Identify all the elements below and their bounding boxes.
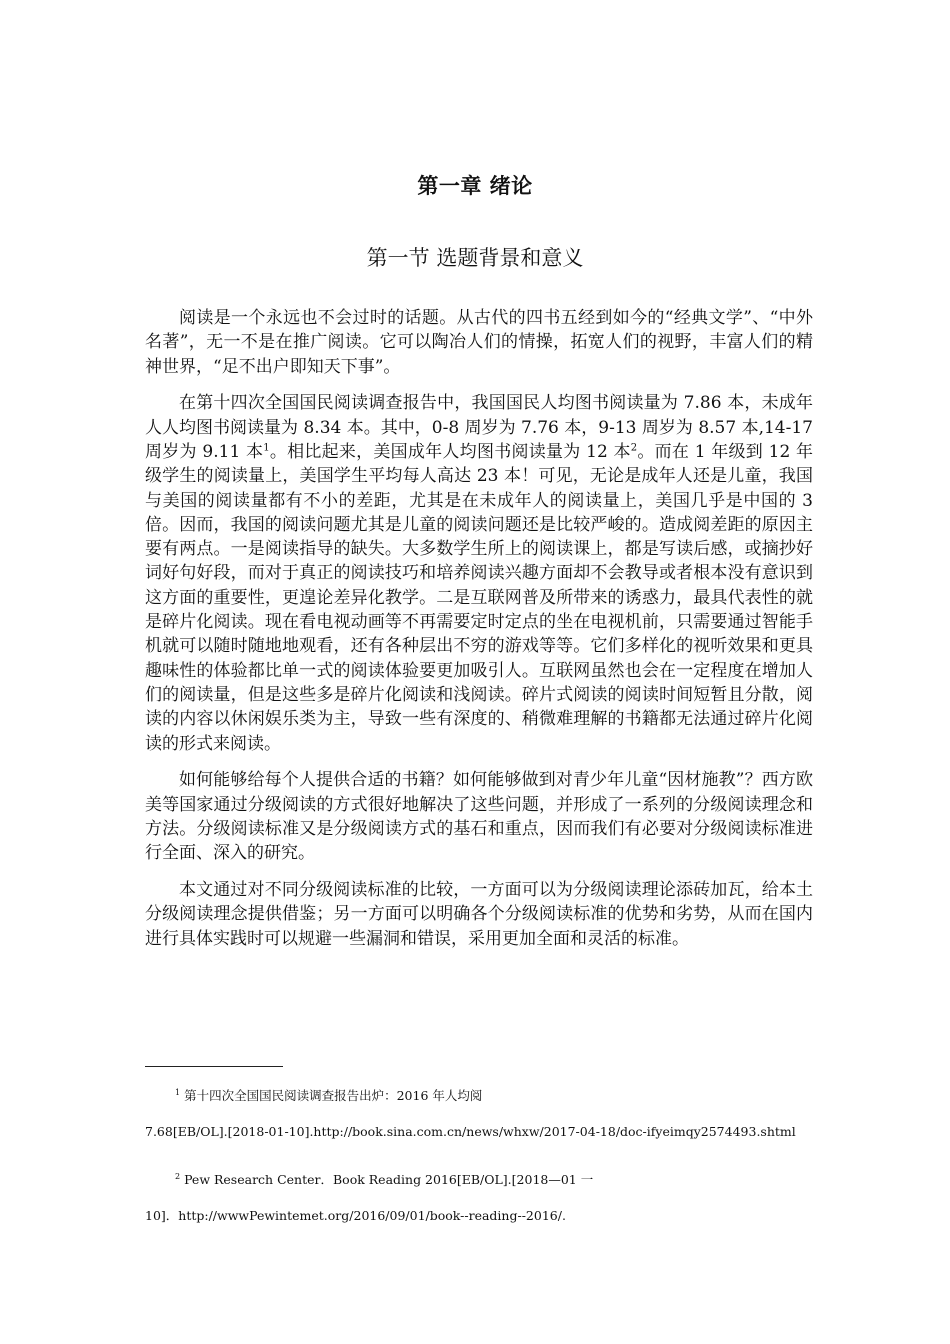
footnote-2-text: Pew Research Center．Book Reading 2016[EB/OL].[2018—01 一 (184, 1172, 594, 1187)
footnote-1-text: 第十四次全国国民阅读调查报告出炉：2016 年人均阅 (184, 1088, 483, 1103)
footnote-2-mark: 2 (175, 1171, 181, 1181)
footnote-ref-2[interactable]: 2 (630, 442, 638, 454)
section-title: 第一节 选题背景和意义 (366, 246, 584, 270)
footnote-1-line-2[interactable]: 7.68[EB/OL].[2018-01-10].http://book.sina.com.cn/news/whxw/2017-04-18/doc-ifyeimqy2574493.shtml (145, 1124, 796, 1139)
paragraph-2 (145, 391, 813, 755)
footnote-2-line-1 (145, 1172, 855, 1188)
footnote-separator (145, 1066, 283, 1067)
paragraph-2-part-b: 。相比起来，美国成年人均图书阅读量为 12 本 (269, 441, 631, 462)
paragraph-4: 本文通过对不同分级阅读标准的比较，一方面可以为分级阅读理论添砖加瓦，给本土分级阅读理念提供借鉴；另一方面可以明确各个分级阅读标准的优势和劣势，从而在国内进行具体实践时可以规避一些漏洞和错误，采用更加全面和灵活的标准。 (145, 880, 813, 949)
paragraph-3: 如何能够给每个人提供合适的书籍？如何能够做到对青少年儿童“因材施教”？西方欧美等国家通过分级阅读的方式很好地解决了这些问题，并形成了一系列的分级阅读理念和方法。分级阅读标准又是分级阅读方式的基石和重点，因而我们有必要对分级阅读标准进行全面、深入的研究。 (145, 770, 813, 864)
footnote-1-line-1 (145, 1088, 855, 1104)
body-text (145, 306, 813, 963)
footnote-2-line-2[interactable]: 10]．http://wwwPewintemet.org/2016/09/01/book--reading--2016/. (145, 1208, 566, 1223)
footnote-1-mark: 1 (175, 1087, 181, 1097)
paragraph-2-part-a: 在第十四次全国国民阅读调查报告中，我国国民人均图书阅读量为 7.86 本，未成年人人均图书阅读量为 8.34 本。其中，0-8 周岁为 7.76 本，9-13 周岁为 8.57 本,14-17 周岁为 9.11 本 (145, 393, 813, 462)
paragraph-2-part-c: 。而在 1 年级到 12 年级学生的阅读量上，美国学生平均每人高达 23 本！可见，无论是成年人还是儿童，我国与美国的阅读量都有不小的差距，尤其是在未成年人的阅读量上，美国几乎是中国的 3 倍。因而，我国的阅读问题尤其是儿童的阅读问题还是比较严峻的。造成阅差距的原因主要有两点。一是阅读指导的缺失。大多数学生所上的阅读课上，都是写读后感，或摘抄好词好句好段，而对于真正的阅读技巧和培养阅读兴趣方面却不会教导或者根本没有意识到这方面的重要性，更遑论差异化教学。二是互联网普及所带来的诱惑力，最具代表性的就是碎片化阅读。现在看电视动画等不再需要定时定点的坐在电视机前，只需要通过智能手机就可以随时随地地观看，还有各种层出不穷的游戏等等。它们多样化的视听效果和更具趣味性的体验都比单一式的阅读体验要更加吸引人。互联网虽然也会在一定程度在增加人们的阅读量，但是这些多是碎片化阅读和浅阅读。碎片式阅读的阅读时间短暂且分散，阅读的内容以休闲娱乐类为主，导致一些有深度的、稍微难理解的书籍都无法通过碎片化阅读的形式来阅读。 (145, 441, 813, 754)
paragraph-1: 阅读是一个永远也不会过时的话题。从古代的四书五经到如今的“经典文学”、“中外名著”，无一不是在推广阅读。它可以陶冶人们的情操，拓宽人们的视野，丰富人们的精神世界，“足不出户即知天下事”。 (145, 308, 813, 377)
footnote-ref-1[interactable]: 1 (263, 442, 270, 454)
chapter-title: 第一章 绪论 (417, 173, 533, 198)
